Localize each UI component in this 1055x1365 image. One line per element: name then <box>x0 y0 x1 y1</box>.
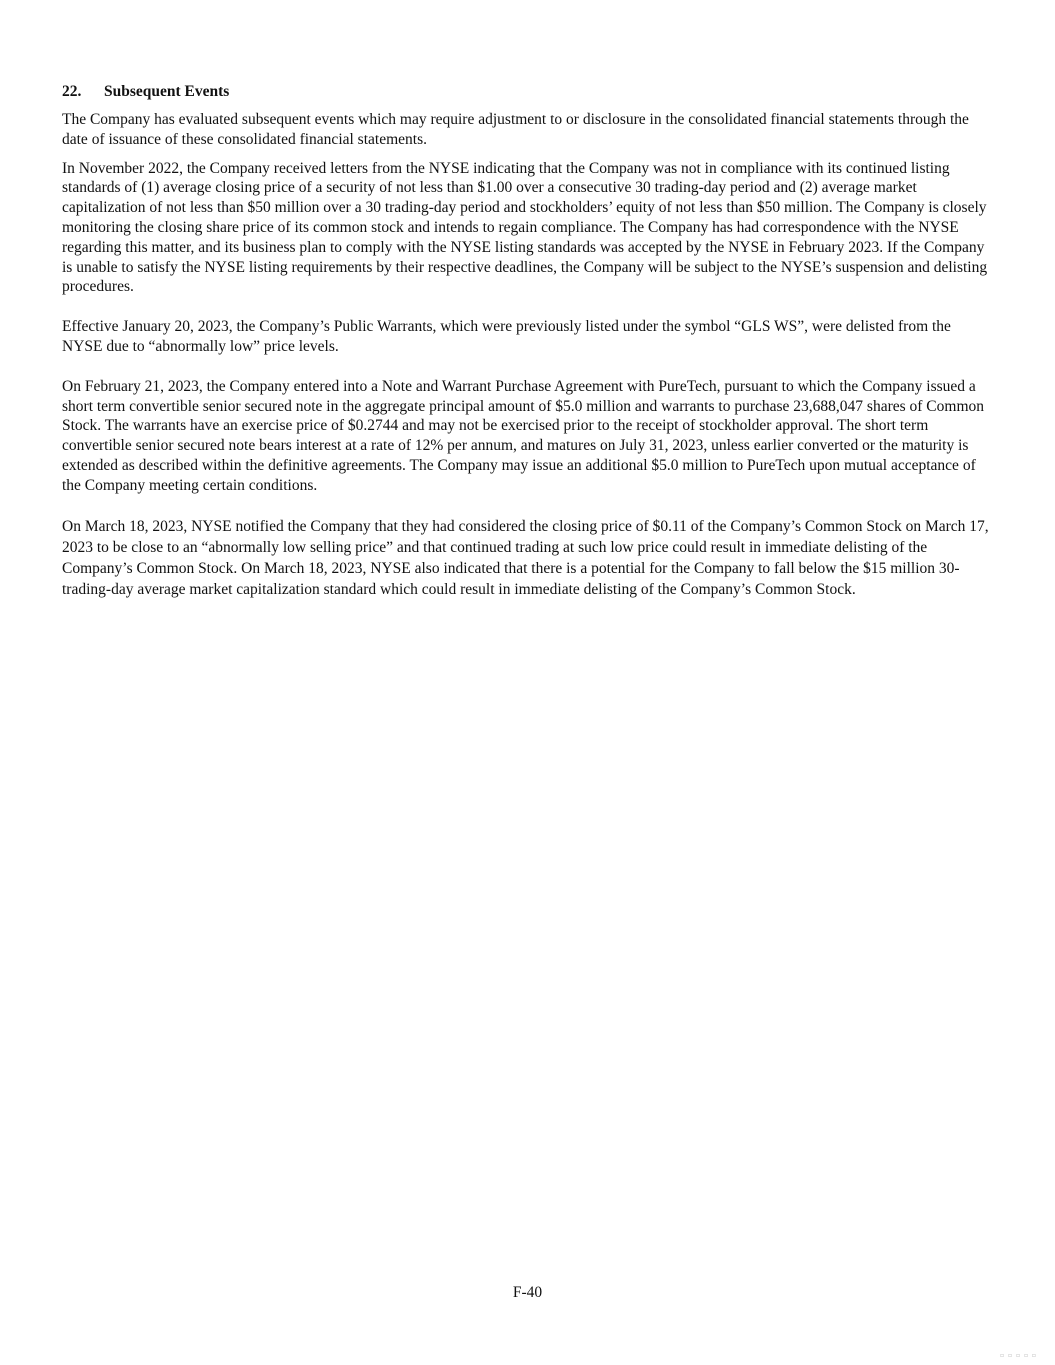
paragraph-warrants-delisted: Effective January 20, 2023, the Company’s Public Warrants, which were previously listed under the symbol “GLS WS”, were delisted from the NYSE due to “abnormally low” price levels. <box>62 318 951 355</box>
document-body <box>62 82 994 600</box>
paragraph-nyse-notification: On March 18, 2023, NYSE notified the Company that they had considered the closing price of $0.11 of the Company’s Common Stock on March 17, 2023 to be close to an “abnormally low selling price” and that continued trading at such low price could result in immediate delisting of the Company’s Common Stock. On March 18, 2023, NYSE also indicated that there is a potential for the Company to fall below the $15 million 30-trading-day average market capitalization standard which could result in immediate delisting of the Company’s Common Stock. <box>62 517 989 598</box>
paragraph-evaluation: The Company has evaluated subsequent events which may require adjustment to or disclosure in the consolidated financial statements through the date of issuance of these consolidated financial statements. <box>62 111 969 148</box>
paragraph-nyse-letters: In November 2022, the Company received letters from the NYSE indicating that the Company was not in compliance with its continued listing standards of (1) average closing price of a security of not less than $1.00 over a consecutive 30 trading-day period and (2) average market capitalization of not less than $50 million over a 30 trading-day period and stockholders’ equity of not less than $50 million. The Company is closely monitoring the closing share price of its common stock and intends to regain compliance. The Company has had correspondence with the NYSE regarding this matter, and its business plan to comply with the NYSE listing standards was accepted by the NYSE in February 2023. If the Company is unable to satisfy the NYSE listing requirements by their respective deadlines, the Company will be subject to the NYSE’s suspension and delisting procedures. <box>62 159 988 296</box>
paragraph-note-agreement: On February 21, 2023, the Company entered into a Note and Warrant Purchase Agreement with PureTech, pursuant to which the Company issued a short term convertible senior secured note in the aggregate principal amount of $5.0 million and warrants to purchase 23,688,047 shares of Common Stock. The warrants have an exercise price of $0.2744 and may not be exercised prior to the receipt of stockholder approval. The short term convertible senior secured note bears interest at a rate of 12% per annum, and matures on July 31, 2023, unless earlier converted or the maturity is extended as described within the definitive agreements. The Company may issue an additional $5.0 million to PureTech upon mutual acceptance of the Company meeting certain conditions. <box>62 377 985 494</box>
corner-decoration: ▫ ▫ ▫ ▫ ▫ <box>1000 1352 1037 1359</box>
page-number: F-40 <box>512 1284 543 1301</box>
section-title: Subsequent Events <box>104 83 230 100</box>
section-number: 22. <box>62 83 82 100</box>
section-heading <box>62 82 994 102</box>
